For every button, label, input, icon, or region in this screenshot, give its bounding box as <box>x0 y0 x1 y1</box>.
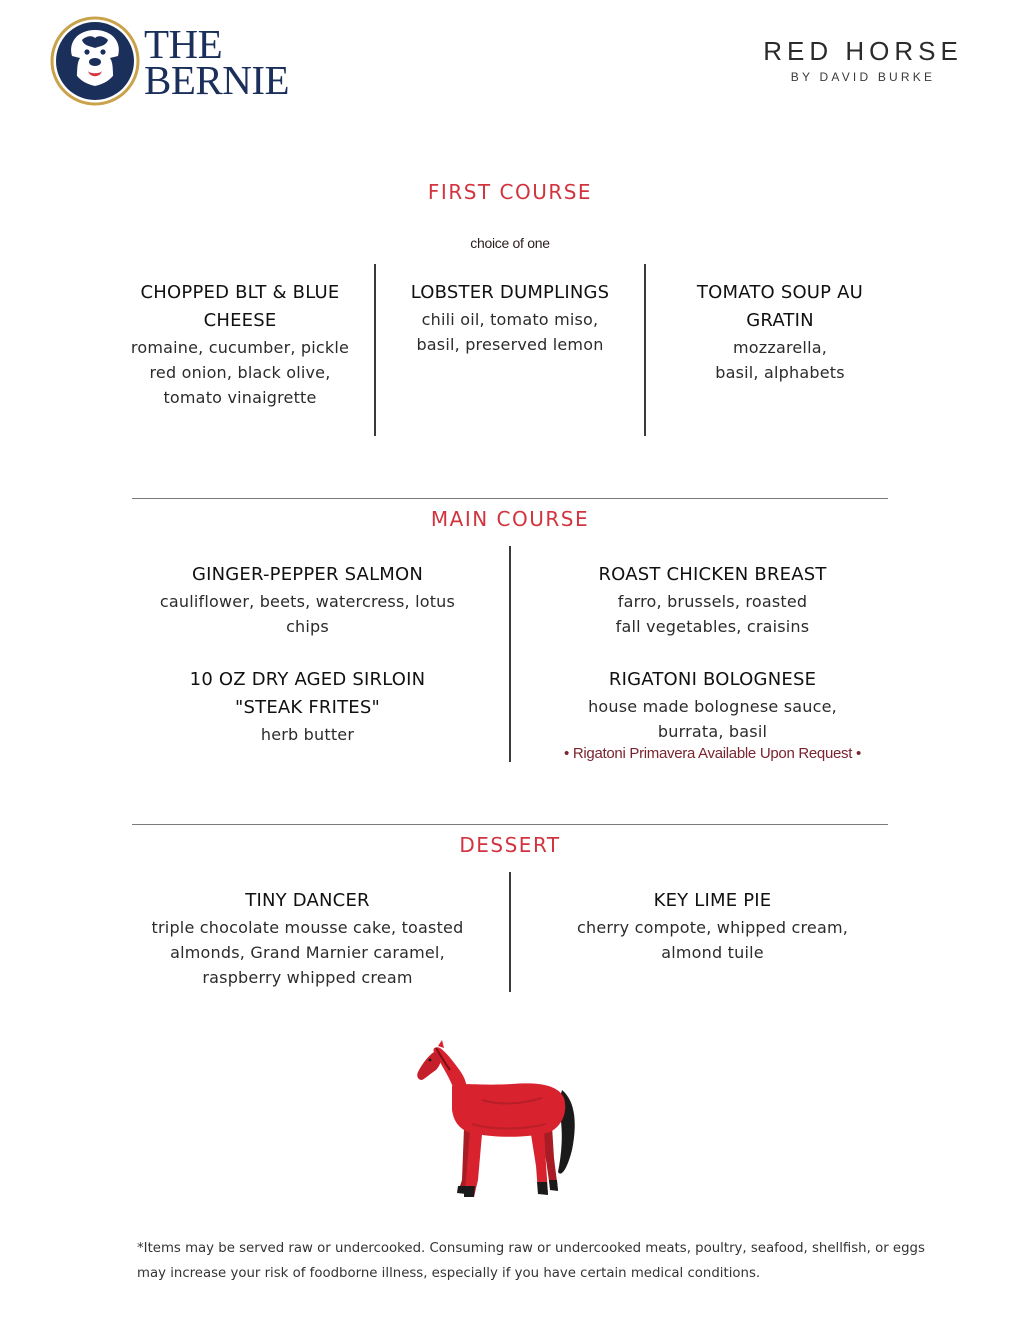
saint-bernard-dog-icon <box>50 16 140 106</box>
main-course-item-1 <box>140 561 475 639</box>
first-course-item-3 <box>672 279 888 385</box>
item-description: house made bolognese sauce, burrata, basil <box>588 697 837 741</box>
item-name: LOBSTER DUMPLINGS <box>410 282 610 303</box>
red-horse-icon <box>412 1040 584 1205</box>
dessert-item-2 <box>545 887 880 965</box>
section-divider <box>132 498 888 499</box>
item-description: farro, brussels, roasted fall vegetables, craisins <box>615 592 810 636</box>
item-description: cherry compote, whipped cream, almond tuile <box>576 918 849 962</box>
red-horse-title: RED HORSE <box>763 36 963 66</box>
bernie-logo-line2: BERNIE <box>144 57 290 103</box>
main-course-item-4 <box>545 666 880 764</box>
item-name: CHOPPED BLT & BLUE CHEESE <box>140 282 340 331</box>
column-divider <box>509 872 511 992</box>
first-course-item-2 <box>400 279 620 357</box>
first-course-title: FIRST COURSE <box>427 180 593 204</box>
main-course-item-3 <box>140 666 475 747</box>
main-course-title: MAIN COURSE <box>430 507 590 531</box>
item-description: herb butter <box>260 725 355 744</box>
bernie-logo-line1: THE <box>144 21 223 67</box>
item-description: chili oil, tomato miso, basil, preserved lemon <box>416 310 604 354</box>
column-divider <box>644 264 646 436</box>
the-bernie-wordmark <box>144 21 290 103</box>
main-course-item-2 <box>545 561 880 639</box>
item-name: GINGER-PEPPER SALMON <box>191 564 424 585</box>
item-name: 10 OZ DRY AGED SIRLOIN "STEAK FRITES" <box>189 669 426 718</box>
item-note: • Rigatoni Primavera Available Upon Request • <box>564 745 861 762</box>
red-horse-subtitle: BY DAVID BURKE <box>790 70 936 84</box>
item-description: cauliflower, beets, watercress, lotus chips <box>159 592 456 636</box>
item-description: romaine, cucumber, pickle red onion, black olive, tomato vinaigrette <box>130 338 350 407</box>
first-course-note: choice of one <box>470 235 550 251</box>
section-divider <box>132 824 888 825</box>
dessert-item-1 <box>140 887 475 990</box>
item-description: triple chocolate mousse cake, toasted almonds, Grand Marnier caramel, raspberry whipped cream <box>151 918 464 987</box>
the-bernie-logo <box>50 16 300 111</box>
item-name: RIGATONI BOLOGNESE <box>608 669 817 690</box>
item-description: mozzarella, basil, alphabets <box>715 338 845 382</box>
allergy-disclaimer: *Items may be served raw or undercooked. Consuming raw or undercooked meats, poultry, seafood, shellfish, or eggs may increase your risk of foodborne illness, especially if you have certain medical conditions. <box>137 1241 925 1281</box>
red-horse-logo <box>748 36 978 84</box>
item-name: TINY DANCER <box>245 890 370 911</box>
item-name: TOMATO SOUP AU GRATIN <box>696 282 864 331</box>
item-name: ROAST CHICKEN BREAST <box>598 564 827 585</box>
dessert-title: DESSERT <box>459 833 561 857</box>
column-divider <box>374 264 376 436</box>
item-name: KEY LIME PIE <box>653 890 772 911</box>
first-course-item-1 <box>130 279 350 410</box>
column-divider <box>509 546 511 762</box>
